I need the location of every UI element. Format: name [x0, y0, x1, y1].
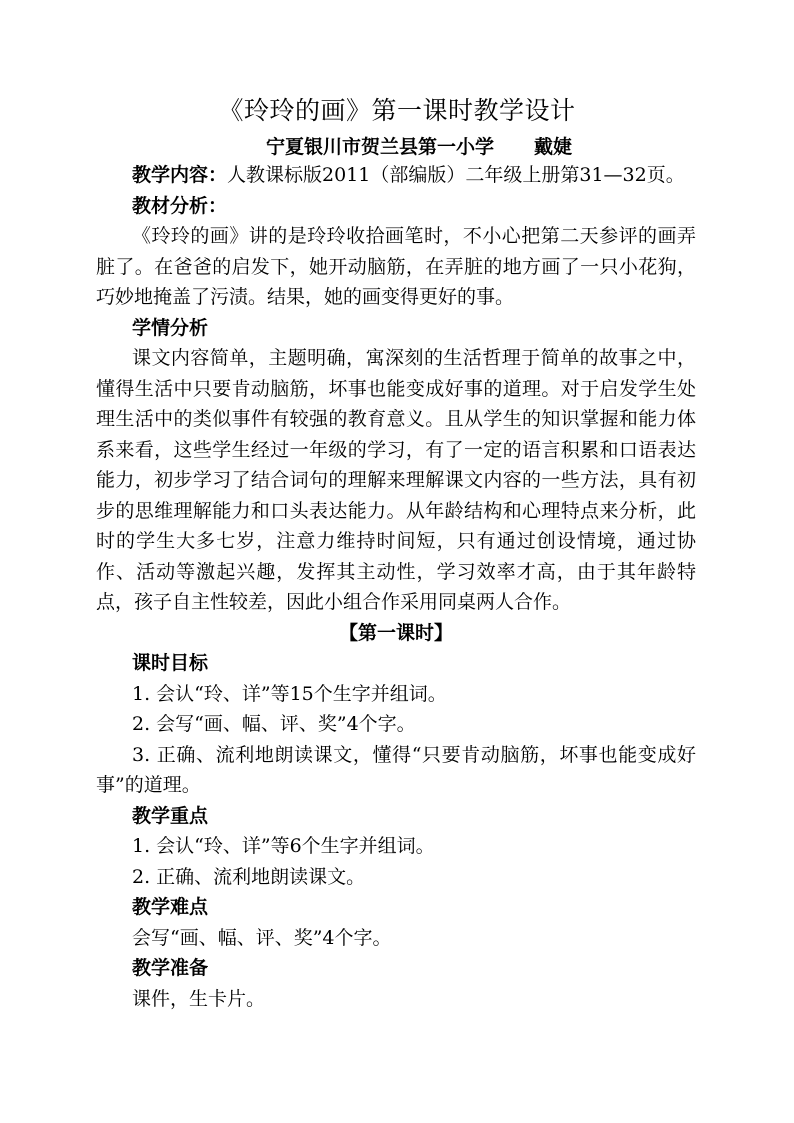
document-body	[96, 160, 696, 1014]
textbook-analysis-heading: 教材分析：	[132, 194, 228, 217]
teaching-content-label: 教学内容：	[132, 164, 228, 186]
objective-item: 2. 会写“画、幅、评、奖”4个字。	[132, 713, 416, 735]
student-analysis-heading: 学情分析	[132, 316, 209, 339]
teaching-content-text: 人教课标版2011（部编版）二年级上册第31—32页。	[227, 164, 685, 186]
author-byline	[266, 135, 572, 159]
key-point-item: 1. 会认“玲、详”等6个生字并组词。	[132, 835, 435, 857]
difficulty-text: 会写“画、幅、评、奖”4个字。	[132, 926, 392, 949]
teaching-content	[96, 160, 696, 191]
author-name: 戴婕	[534, 136, 573, 158]
lesson-objectives-heading: 课时目标	[132, 652, 209, 674]
difficulty-heading: 教学难点	[132, 896, 209, 918]
preparation-text: 课件，生卡片。	[132, 987, 266, 1010]
preparation-heading: 教学准备	[132, 957, 209, 979]
student-analysis-paragraph: 课文内容简单，主题明确，寓深刻的生活哲理于简单的故事之中，懂得生活中只要肯动脑筋，坏事也能变成好事的道理。对于启发学生处理生活中的类似事件有较强的教育意义。且从学生的知识掌握和能力体系来看，这些学生经过一年级的学习，有了一定的语言积累和口语表达能力，初步学习了结合词句的理解来理解课文内容的一些方法，具有初步的思维理解能力和口头表达能力。从年龄结构和心理特点来分析，此时的学生大多七岁，注意力维持时间短，只有通过创设情境，通过协作、活动等激起兴趣，发挥其主动性，学习效率才高，由于其年龄特点，孩子自主性较差，因此小组合作采用同桌两人合作。	[96, 347, 696, 613]
school-name: 宁夏银川市贺兰县第一小学	[266, 136, 495, 158]
key-points-heading: 教学重点	[132, 804, 209, 827]
key-point-item: 2. 正确、流利地朗读课文。	[132, 865, 366, 888]
objective-item: 1. 会认“玲、详”等15个生字并组词。	[132, 682, 447, 705]
document-title: 《玲玲的画》第一课时教学设计	[218, 96, 576, 125]
lesson-section-label: 【第一课时】	[338, 621, 453, 644]
textbook-analysis-paragraph: 《玲玲的画》讲的是玲玲收拾画笔时，不小心把第二天参评的画弄脏了。在爸爸的启发下，她开动脑筋，在弄脏的地方画了一只小花狗，巧妙地掩盖了污渍。结果，她的画变得更好的事。	[96, 225, 696, 308]
objective-item: 3. 正确、流利地朗读课文，懂得“只要肯动脑筋，坏事也能变成好事”的道理。	[96, 743, 696, 796]
